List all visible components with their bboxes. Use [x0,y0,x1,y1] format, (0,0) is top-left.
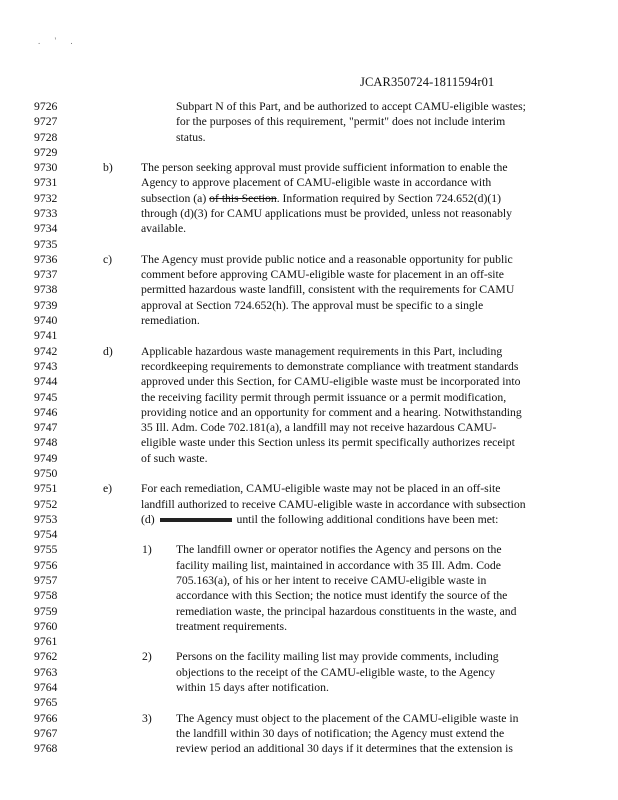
line-number: 9732 [34,191,58,205]
line-9750 [0,467,618,480]
line-text [176,605,516,618]
text-segment: For each remediation, CAMU-eligible waste may not be placed in an off-site [141,482,501,496]
document-id: JCAR350724-1811594r01 [360,75,495,89]
text-segment: Agency to approve placement of CAMU-eligible waste in accordance with [141,176,492,190]
subsection-label: c) [103,252,113,266]
line-9764 [0,681,618,694]
line-9759 [0,605,618,618]
line-9737 [0,268,618,281]
line-9742 [0,345,618,358]
line-number: 9740 [34,314,58,328]
text-segment: treatment requirements. [176,619,287,633]
item-label: 1) [142,543,152,557]
text-segment: of such waste. [141,451,208,465]
line-9728 [0,131,618,144]
line-text [141,421,496,434]
text-segment: remediation waste, the principal hazardous constituents in the waste, and [176,604,517,618]
line-9734 [0,222,618,235]
line-9765 [0,696,618,709]
line-number: 9768 [34,742,58,756]
line-number: 9754 [34,528,58,542]
line-9768 [0,742,618,755]
line-number: 9734 [34,222,58,236]
text-segment: The person seeking approval must provide sufficient information to enable the [141,161,508,175]
line-text [141,391,506,404]
line-9741 [0,329,618,342]
redaction-mark [160,518,232,522]
line-number: 9746 [34,405,58,419]
text-segment: for the purposes of this requirement, "permit" does not include interim [176,115,506,129]
line-number: 9751 [34,482,58,496]
line-9754 [0,528,618,541]
line-9761 [0,635,618,648]
line-9732 [0,192,618,205]
line-number: 9743 [34,359,58,373]
line-number: 9758 [34,589,58,603]
line-9762 [0,650,618,663]
line-number: 9735 [34,237,58,251]
line-text [176,681,329,694]
line-number: 9727 [34,115,58,129]
line-number: 9757 [34,573,58,587]
line-text [141,482,500,495]
text-segment: providing notice and an opportunity for comment and a hearing. Notwithstanding [141,405,522,419]
text-segment: available. [141,222,187,236]
text-segment: The Agency must object to the placement of the CAMU-eligible waste in [176,711,519,725]
line-number: 9765 [34,696,58,710]
line-number: 9748 [34,436,58,450]
line-9751 [0,482,618,495]
line-number: 9766 [34,711,58,725]
line-text [141,375,520,388]
line-number: 9764 [34,681,58,695]
text-segment: objections to the receipt of the CAMU-eligible waste, to the Agency [176,665,496,679]
line-9739 [0,299,618,312]
text-segment: 705.163(a), of his or her intent to receive CAMU-eligible waste in [176,573,487,587]
line-text [141,299,483,312]
line-text [141,498,526,511]
text-segment: 35 Ill. Adm. Code 702.181(a), a landfill may not receive hazardous CAMU- [141,421,497,435]
line-9756 [0,559,618,572]
line-text [141,207,512,220]
line-9726 [0,100,618,113]
line-text [176,620,287,633]
text-segment: . Information required by Section 724.652(d)(1) [276,191,501,205]
line-number: 9737 [34,268,58,282]
line-number: 9747 [34,421,58,435]
line-text [176,650,499,663]
line-number: 9762 [34,650,58,664]
text-segment: review period an additional 30 days if it determines that the extension is [176,742,513,756]
scan-specks: . ' . [38,36,79,46]
line-text [141,406,522,419]
line-9757 [0,574,618,587]
line-text [176,100,526,113]
line-9767 [0,727,618,740]
line-text [141,253,513,266]
line-number: 9731 [34,176,58,190]
line-9766 [0,712,618,725]
line-9736 [0,253,618,266]
line-9745 [0,391,618,404]
line-number: 9742 [34,344,58,358]
text-segment: permitted hazardous waste landfill, consistent with the requirements for CAMU [141,283,515,297]
line-number: 9755 [34,543,58,557]
text-segment: landfill authorized to receive CAMU-eligible waste in accordance with subsection [141,497,526,511]
line-number: 9767 [34,726,58,740]
line-9738 [0,283,618,296]
line-text [141,161,508,174]
line-number: 9750 [34,466,58,480]
line-9735 [0,238,618,251]
line-text [176,131,206,144]
line-text [176,727,504,740]
line-9727 [0,115,618,128]
line-text [176,666,495,679]
line-9746 [0,406,618,419]
text-segment: the landfill within 30 days of notification; the Agency must extend the [176,726,505,740]
line-text [141,436,515,449]
line-number: 9753 [34,512,58,526]
text-segment: facility mailing list, maintained in accordance with 35 Ill. Adm. Code [176,558,501,572]
line-number: 9759 [34,604,58,618]
text-segment: comment before approving CAMU-eligible waste for placement in an off-site [141,268,504,282]
line-text [176,589,507,602]
line-text [141,314,200,327]
line-9731 [0,176,618,189]
line-number: 9730 [34,161,58,175]
text-segment: Applicable hazardous waste management requirements in this Part, including [141,344,503,358]
struck-text: of this Section [209,191,277,205]
line-number: 9752 [34,497,58,511]
text-segment: until the following additional conditions have been met: [233,512,499,526]
subsection-label: b) [103,161,113,175]
text-segment: Persons on the facility mailing list may provide comments, including [176,650,499,664]
line-9743 [0,360,618,373]
line-number: 9739 [34,298,58,312]
line-9763 [0,666,618,679]
item-label: 2) [142,650,152,664]
line-text [141,360,518,373]
text-segment: recordkeeping requirements to demonstrate compliance with treatment standards [141,359,519,373]
line-9758 [0,589,618,602]
line-number: 9733 [34,207,58,221]
line-9740 [0,314,618,327]
line-text [141,283,514,296]
line-text [141,513,498,526]
text-segment: Subpart N of this Part, and be authorized to accept CAMU-eligible wastes; [176,100,526,113]
line-text [141,176,491,189]
line-number: 9756 [34,558,58,572]
line-9730 [0,161,618,174]
line-text [176,574,486,587]
line-text [176,712,518,725]
line-number: 9729 [34,145,58,159]
text-segment: status. [176,130,206,144]
text-segment: within 15 days after notification. [176,681,329,695]
text-segment: approval at Section 724.652(h). The approval must be specific to a single [141,298,484,312]
line-text [141,268,504,281]
line-9744 [0,375,618,388]
text-segment: accordance with this Section; the notice must identify the source of the [176,589,508,603]
text-segment: through (d)(3) for CAMU applications must be provided, unless not reasonably [141,207,513,221]
line-9747 [0,421,618,434]
line-9760 [0,620,618,633]
line-text [176,115,505,128]
line-text [141,452,208,465]
line-text [176,742,513,755]
line-number: 9749 [34,451,58,465]
subsection-label: e) [103,482,113,496]
line-number: 9744 [34,375,58,389]
line-text [141,192,501,205]
line-9733 [0,207,618,220]
text-segment: (d) [141,512,158,526]
text-segment: approved under this Section, for CAMU-eligible waste must be incorporated into [141,375,521,389]
text-segment: subsection (a) [141,191,210,205]
line-number: 9728 [34,130,58,144]
line-9749 [0,452,618,465]
line-text [141,222,186,235]
line-number: 9763 [34,665,58,679]
text-segment: the receiving facility permit through permit issuance or a permit modification, [141,390,507,404]
text-segment: The landfill owner or operator notifies the Agency and persons on the [176,543,502,557]
line-text [176,543,502,556]
line-9748 [0,436,618,449]
line-text [176,559,501,572]
line-text [141,345,502,358]
line-number: 9761 [34,635,58,649]
item-label: 3) [142,711,152,725]
line-number: 9726 [34,100,58,113]
line-9755 [0,543,618,556]
line-9729 [0,146,618,159]
text-segment: The Agency must provide public notice and a reasonable opportunity for public [141,252,513,266]
line-number: 9745 [34,390,58,404]
line-number: 9738 [34,283,58,297]
text-segment: eligible waste under this Section unless its permit specifically authorizes receipt [141,436,515,450]
text-segment: remediation. [141,314,200,328]
line-9753 [0,513,618,526]
line-number: 9741 [34,329,58,343]
line-number: 9736 [34,252,58,266]
line-9752 [0,498,618,511]
subsection-label: d) [103,344,113,358]
line-number: 9760 [34,619,58,633]
